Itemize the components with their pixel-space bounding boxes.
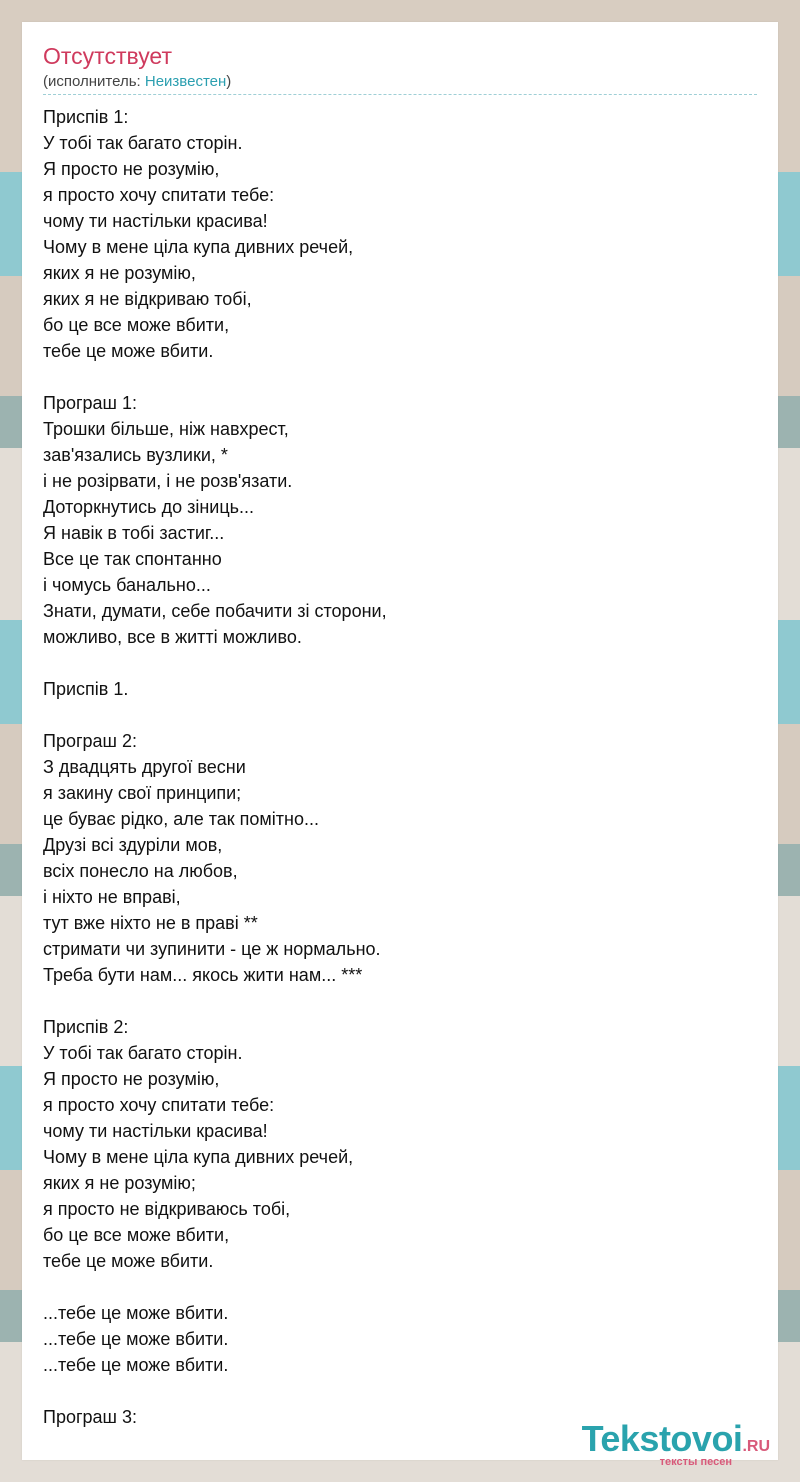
lyric-line: можливо, все в житті можливо. [43, 627, 302, 647]
song-title: Отсутствует [43, 43, 172, 69]
lyric-line: Приспів 2: [43, 1017, 129, 1037]
lyric-line [43, 650, 757, 676]
lyric-line: У тобі так багато сторін. [43, 1043, 243, 1063]
lyrics-text [43, 104, 757, 1430]
lyric-line: Доторкнутись до зіниць... [43, 497, 255, 517]
lyric-line: яких я не розумію; [43, 1173, 196, 1193]
lyric-line: і чомусь банально... [43, 575, 211, 595]
lyric-line [43, 364, 757, 390]
lyric-line: ...тебе це може вбити. [43, 1303, 229, 1323]
lyric-line: Друзі всі здуріли мов, [43, 835, 223, 855]
lyric-line [43, 988, 757, 1014]
lyric-line: бо це все може вбити, [43, 1225, 230, 1245]
lyric-line: Чому в мене ціла купа дивних речей, [43, 1147, 354, 1167]
lyric-line: чому ти настільки красива! [43, 1121, 268, 1141]
lyric-line: я закину свої принципи; [43, 783, 242, 803]
performer-line [43, 72, 231, 92]
lyric-line: і не розірвати, і не розв'язати. [43, 471, 293, 491]
logo-tld: .RU [742, 1438, 770, 1455]
lyric-line: Я навік в тобі застиг... [43, 523, 225, 543]
logo-name: Tekstovoi [581, 1418, 743, 1459]
lyric-line: Треба бути нам... якось жити нам... *** [43, 965, 363, 985]
title-divider [43, 94, 757, 95]
lyric-line: тут вже ніхто не в праві ** [43, 913, 258, 933]
lyric-line: бо це все може вбити, [43, 315, 230, 335]
lyric-line [43, 1274, 757, 1300]
lyric-line: чому ти настільки красива! [43, 211, 268, 231]
lyric-line: Програш 3: [43, 1407, 137, 1427]
lyric-line: я просто хочу спитати тебе: [43, 185, 275, 205]
lyric-line: це буває рідко, але так помітно... [43, 809, 319, 829]
lyric-line [43, 1378, 757, 1404]
lyric-line: Чому в мене ціла купа дивних речей, [43, 237, 354, 257]
lyric-line: стримати чи зупинити - це ж нормально. [43, 939, 381, 959]
lyric-line: я просто хочу спитати тебе: [43, 1095, 275, 1115]
lyric-line: яких я не відкриваю тобі, [43, 289, 252, 309]
lyric-line: яких я не розумію, [43, 263, 196, 283]
lyric-line: ...тебе це може вбити. [43, 1355, 229, 1375]
lyric-line: З двадцять другої весни [43, 757, 246, 777]
lyric-line: Програш 2: [43, 731, 137, 751]
lyric-line: Я просто не розумію, [43, 159, 220, 179]
performer-link[interactable]: Неизвестен [144, 73, 227, 90]
lyric-line: Приспів 1: [43, 107, 129, 127]
lyric-line: Приспів 1. [43, 679, 129, 699]
lyric-line: тебе це може вбити. [43, 1251, 214, 1271]
lyric-line: Програш 1: [43, 393, 137, 413]
lyric-line: я просто не відкриваюсь тобі, [43, 1199, 291, 1219]
logo-tagline: тексты песен [659, 1456, 732, 1468]
lyric-line: тебе це може вбити. [43, 341, 214, 361]
lyric-line: ...тебе це може вбити. [43, 1329, 229, 1349]
performer-close: ) [226, 73, 232, 90]
lyric-line: Все це так спонтанно [43, 549, 222, 569]
lyrics-card [22, 22, 778, 1468]
lyric-line [43, 702, 757, 728]
site-logo[interactable] [581, 1418, 770, 1468]
lyric-line: Знати, думати, себе побачити зі сторони, [43, 601, 387, 621]
lyric-line: всіх понесло на любов, [43, 861, 238, 881]
performer-label: (исполнитель: [43, 73, 145, 90]
lyric-line: і ніхто не вправі, [43, 887, 181, 907]
lyric-line: зав'язались вузлики, * [43, 445, 228, 465]
lyric-line: Трошки більше, ніж навхрест, [43, 419, 289, 439]
lyric-line: Я просто не розумію, [43, 1069, 220, 1089]
lyric-line: У тобі так багато сторін. [43, 133, 243, 153]
